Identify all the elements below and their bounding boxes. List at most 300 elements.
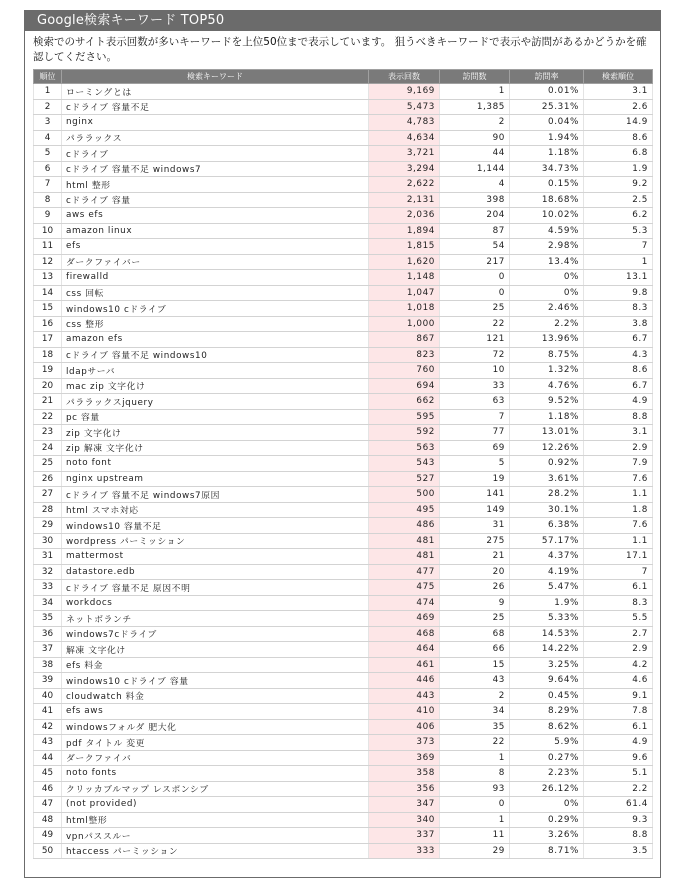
rank-cell: 12 — [34, 254, 62, 270]
table-row — [34, 688, 653, 704]
rank-cell: 27 — [34, 487, 62, 503]
visits-cell: 9 — [440, 595, 510, 611]
keyword-cell: pc 容量 — [62, 409, 369, 425]
visit-rate-cell: 8.75% — [510, 347, 584, 363]
table-row — [34, 301, 653, 317]
table-row — [34, 657, 653, 673]
rank-cell: 8 — [34, 192, 62, 208]
visits-cell: 10 — [440, 363, 510, 379]
search-position-cell: 2.6 — [584, 99, 653, 115]
table-row — [34, 812, 653, 828]
keyword-cell: firewalld — [62, 270, 369, 286]
impressions-cell: 543 — [369, 456, 440, 472]
impressions-cell: 464 — [369, 642, 440, 658]
table-row — [34, 564, 653, 580]
search-position-cell: 8.8 — [584, 828, 653, 844]
impressions-cell: 446 — [369, 673, 440, 689]
keyword-cell: ダークファイバー — [62, 254, 369, 270]
impressions-cell: 369 — [369, 750, 440, 766]
search-position-cell: 3.5 — [584, 843, 653, 859]
visits-cell: 63 — [440, 394, 510, 410]
visit-rate-cell: 25.31% — [510, 99, 584, 115]
keyword-cell: css 回転 — [62, 285, 369, 301]
table-row — [34, 781, 653, 797]
visit-rate-cell: 0.27% — [510, 750, 584, 766]
search-position-cell: 1.1 — [584, 533, 653, 549]
visit-rate-cell: 13.4% — [510, 254, 584, 270]
table-row — [34, 239, 653, 255]
impressions-cell: 4,634 — [369, 130, 440, 146]
rank-cell: 40 — [34, 688, 62, 704]
keyword-cell: zip 文字化け — [62, 425, 369, 441]
rank-cell: 34 — [34, 595, 62, 611]
visits-cell: 2 — [440, 688, 510, 704]
rank-cell: 39 — [34, 673, 62, 689]
search-position-cell: 2.9 — [584, 642, 653, 658]
search-position-cell: 1.8 — [584, 502, 653, 518]
visits-cell: 149 — [440, 502, 510, 518]
visits-cell: 22 — [440, 735, 510, 751]
keyword-cell: aws efs — [62, 208, 369, 224]
impressions-cell: 333 — [369, 843, 440, 859]
rank-cell: 30 — [34, 533, 62, 549]
rank-cell: 23 — [34, 425, 62, 441]
impressions-cell: 1,894 — [369, 223, 440, 239]
impressions-cell: 867 — [369, 332, 440, 348]
table-row — [34, 254, 653, 270]
visits-cell: 29 — [440, 843, 510, 859]
rank-cell: 13 — [34, 270, 62, 286]
visits-cell: 204 — [440, 208, 510, 224]
search-position-cell: 1 — [584, 254, 653, 270]
table-row — [34, 316, 653, 332]
search-position-cell: 3.1 — [584, 84, 653, 100]
keyword-panel — [24, 10, 661, 878]
impressions-cell: 563 — [369, 440, 440, 456]
impressions-cell: 760 — [369, 363, 440, 379]
visits-cell: 1 — [440, 84, 510, 100]
keyword-cell: efs 料金 — [62, 657, 369, 673]
table-header-row — [34, 70, 653, 84]
visit-rate-cell: 2.46% — [510, 301, 584, 317]
keyword-cell: nginx upstream — [62, 471, 369, 487]
visit-rate-cell: 34.73% — [510, 161, 584, 177]
rank-cell: 38 — [34, 657, 62, 673]
header-visit-rate[interactable]: 訪問率 — [510, 70, 584, 84]
visits-cell: 19 — [440, 471, 510, 487]
impressions-cell: 443 — [369, 688, 440, 704]
rank-cell: 19 — [34, 363, 62, 379]
visits-cell: 90 — [440, 130, 510, 146]
keyword-cell: windows10 容量不足 — [62, 518, 369, 534]
impressions-cell: 340 — [369, 812, 440, 828]
rank-cell: 44 — [34, 750, 62, 766]
keyword-cell: workdocs — [62, 595, 369, 611]
keyword-cell: cドライブ 容量不足 windows7 — [62, 161, 369, 177]
table-row — [34, 595, 653, 611]
keyword-cell: html 整形 — [62, 177, 369, 193]
visit-rate-cell: 0.04% — [510, 115, 584, 131]
keyword-cell: cloudwatch 料金 — [62, 688, 369, 704]
table-row — [34, 471, 653, 487]
impressions-cell: 347 — [369, 797, 440, 813]
keyword-cell: pdf タイトル 変更 — [62, 735, 369, 751]
visits-cell: 1 — [440, 812, 510, 828]
rank-cell: 31 — [34, 549, 62, 565]
impressions-cell: 410 — [369, 704, 440, 720]
visits-cell: 21 — [440, 549, 510, 565]
visits-cell: 398 — [440, 192, 510, 208]
rank-cell: 4 — [34, 130, 62, 146]
rank-cell: 16 — [34, 316, 62, 332]
visit-rate-cell: 14.22% — [510, 642, 584, 658]
rank-cell: 47 — [34, 797, 62, 813]
impressions-cell: 694 — [369, 378, 440, 394]
rank-cell: 29 — [34, 518, 62, 534]
panel-description: 検索でのサイト表示回数が多いキーワードを上位50位まで表示しています。 狙うべきキーワードで表示や訪問があるかどうかを確認してください。 — [33, 36, 647, 63]
visit-rate-cell: 0.15% — [510, 177, 584, 193]
visits-cell: 1,385 — [440, 99, 510, 115]
table-row — [34, 518, 653, 534]
visits-cell: 15 — [440, 657, 510, 673]
search-position-cell: 7 — [584, 564, 653, 580]
table-row — [34, 580, 653, 596]
rank-cell: 37 — [34, 642, 62, 658]
search-position-cell: 3.8 — [584, 316, 653, 332]
search-position-cell: 7.6 — [584, 471, 653, 487]
rank-cell: 25 — [34, 456, 62, 472]
search-position-cell: 8.3 — [584, 595, 653, 611]
search-position-cell: 6.1 — [584, 719, 653, 735]
visits-cell: 20 — [440, 564, 510, 580]
rank-cell: 28 — [34, 502, 62, 518]
visit-rate-cell: 13.01% — [510, 425, 584, 441]
visits-cell: 22 — [440, 316, 510, 332]
table-row — [34, 332, 653, 348]
visit-rate-cell: 3.25% — [510, 657, 584, 673]
keyword-cell: クリッカブルマップ レスポンシブ — [62, 781, 369, 797]
search-position-cell: 1.1 — [584, 487, 653, 503]
visit-rate-cell: 8.71% — [510, 843, 584, 859]
keyword-cell: cドライブ 容量不足 原因不明 — [62, 580, 369, 596]
keyword-cell: ダークファイバ — [62, 750, 369, 766]
table-row — [34, 208, 653, 224]
keyword-cell: windows10 cドライブ — [62, 301, 369, 317]
keyword-cell: mattermost — [62, 549, 369, 565]
impressions-cell: 592 — [369, 425, 440, 441]
impressions-cell: 1,018 — [369, 301, 440, 317]
visits-cell: 35 — [440, 719, 510, 735]
rank-cell: 32 — [34, 564, 62, 580]
impressions-cell: 527 — [369, 471, 440, 487]
table-row — [34, 549, 653, 565]
keyword-cell: cドライブ — [62, 146, 369, 162]
rank-cell: 46 — [34, 781, 62, 797]
impressions-cell: 356 — [369, 781, 440, 797]
impressions-cell: 486 — [369, 518, 440, 534]
rank-cell: 11 — [34, 239, 62, 255]
search-position-cell: 7.9 — [584, 456, 653, 472]
visit-rate-cell: 3.26% — [510, 828, 584, 844]
search-position-cell: 8.3 — [584, 301, 653, 317]
search-position-cell: 4.3 — [584, 347, 653, 363]
rank-cell: 18 — [34, 347, 62, 363]
impressions-cell: 1,148 — [369, 270, 440, 286]
panel-title: Google検索キーワード TOP50 — [25, 11, 660, 31]
visits-cell: 1,144 — [440, 161, 510, 177]
table-row — [34, 719, 653, 735]
visits-cell: 72 — [440, 347, 510, 363]
search-position-cell: 7.6 — [584, 518, 653, 534]
rank-cell: 17 — [34, 332, 62, 348]
visit-rate-cell: 1.18% — [510, 146, 584, 162]
visits-cell: 68 — [440, 626, 510, 642]
visits-cell: 44 — [440, 146, 510, 162]
table-row — [34, 704, 653, 720]
visits-cell: 275 — [440, 533, 510, 549]
keyword-cell: (not provided) — [62, 797, 369, 813]
visits-cell: 11 — [440, 828, 510, 844]
visit-rate-cell: 57.17% — [510, 533, 584, 549]
visit-rate-cell: 10.02% — [510, 208, 584, 224]
rank-cell: 14 — [34, 285, 62, 301]
keyword-cell: zip 解凍 文字化け — [62, 440, 369, 456]
table-row — [34, 84, 653, 100]
visit-rate-cell: 14.53% — [510, 626, 584, 642]
rank-cell: 24 — [34, 440, 62, 456]
rank-cell: 20 — [34, 378, 62, 394]
visit-rate-cell: 4.59% — [510, 223, 584, 239]
search-position-cell: 6.7 — [584, 378, 653, 394]
table-row — [34, 425, 653, 441]
rank-cell: 50 — [34, 843, 62, 859]
keyword-table — [33, 69, 653, 859]
table-row — [34, 161, 653, 177]
table-row — [34, 735, 653, 751]
visits-cell: 2 — [440, 115, 510, 131]
table-row — [34, 347, 653, 363]
impressions-cell: 4,783 — [369, 115, 440, 131]
visit-rate-cell: 9.64% — [510, 673, 584, 689]
table-row — [34, 533, 653, 549]
table-row — [34, 223, 653, 239]
visits-cell: 33 — [440, 378, 510, 394]
rank-cell: 7 — [34, 177, 62, 193]
impressions-cell: 2,036 — [369, 208, 440, 224]
visit-rate-cell: 2.2% — [510, 316, 584, 332]
visits-cell: 66 — [440, 642, 510, 658]
visit-rate-cell: 4.76% — [510, 378, 584, 394]
search-position-cell: 8.6 — [584, 363, 653, 379]
search-position-cell: 6.1 — [584, 580, 653, 596]
visits-cell: 31 — [440, 518, 510, 534]
visit-rate-cell: 0% — [510, 285, 584, 301]
search-position-cell: 9.8 — [584, 285, 653, 301]
impressions-cell: 474 — [369, 595, 440, 611]
header-search-position[interactable]: 検索順位 — [584, 70, 653, 84]
keyword-cell: ネットボランチ — [62, 611, 369, 627]
impressions-cell: 337 — [369, 828, 440, 844]
keyword-cell: ldapサーバ — [62, 363, 369, 379]
table-row — [34, 502, 653, 518]
visits-cell: 0 — [440, 270, 510, 286]
rank-cell: 35 — [34, 611, 62, 627]
rank-cell: 45 — [34, 766, 62, 782]
search-position-cell: 8.6 — [584, 130, 653, 146]
keyword-cell: wordpress パーミッション — [62, 533, 369, 549]
rank-cell: 26 — [34, 471, 62, 487]
visits-cell: 8 — [440, 766, 510, 782]
rank-cell: 33 — [34, 580, 62, 596]
visits-cell: 25 — [440, 301, 510, 317]
rank-cell: 41 — [34, 704, 62, 720]
impressions-cell: 500 — [369, 487, 440, 503]
table-row — [34, 363, 653, 379]
visit-rate-cell: 9.52% — [510, 394, 584, 410]
keyword-cell: windowsフォルダ 肥大化 — [62, 719, 369, 735]
visits-cell: 121 — [440, 332, 510, 348]
search-position-cell: 9.6 — [584, 750, 653, 766]
visits-cell: 93 — [440, 781, 510, 797]
search-position-cell: 4.9 — [584, 735, 653, 751]
keyword-cell: パララックス — [62, 130, 369, 146]
search-position-cell: 9.3 — [584, 812, 653, 828]
visits-cell: 0 — [440, 285, 510, 301]
header-visits[interactable]: 訪問数 — [440, 70, 510, 84]
impressions-cell: 2,131 — [369, 192, 440, 208]
search-position-cell: 4.9 — [584, 394, 653, 410]
keyword-cell: ローミングとは — [62, 84, 369, 100]
visit-rate-cell: 30.1% — [510, 502, 584, 518]
visit-rate-cell: 4.37% — [510, 549, 584, 565]
impressions-cell: 469 — [369, 611, 440, 627]
visit-rate-cell: 26.12% — [510, 781, 584, 797]
visits-cell: 4 — [440, 177, 510, 193]
rank-cell: 42 — [34, 719, 62, 735]
visit-rate-cell: 8.29% — [510, 704, 584, 720]
rank-cell: 48 — [34, 812, 62, 828]
visits-cell: 1 — [440, 750, 510, 766]
table-row — [34, 611, 653, 627]
impressions-cell: 461 — [369, 657, 440, 673]
table-row — [34, 409, 653, 425]
search-position-cell: 7.8 — [584, 704, 653, 720]
search-position-cell: 13.1 — [584, 270, 653, 286]
visit-rate-cell: 0.45% — [510, 688, 584, 704]
visit-rate-cell: 4.19% — [510, 564, 584, 580]
rank-cell: 3 — [34, 115, 62, 131]
search-position-cell: 7 — [584, 239, 653, 255]
visits-cell: 69 — [440, 440, 510, 456]
rank-cell: 9 — [34, 208, 62, 224]
keyword-cell: windows10 cドライブ 容量 — [62, 673, 369, 689]
visit-rate-cell: 18.68% — [510, 192, 584, 208]
table-row — [34, 130, 653, 146]
table-row — [34, 750, 653, 766]
header-keyword[interactable]: 検索キーワード — [62, 70, 369, 84]
impressions-cell: 2,622 — [369, 177, 440, 193]
visits-cell: 77 — [440, 425, 510, 441]
impressions-cell: 475 — [369, 580, 440, 596]
visits-cell: 217 — [440, 254, 510, 270]
visit-rate-cell: 8.62% — [510, 719, 584, 735]
search-position-cell: 1.9 — [584, 161, 653, 177]
visit-rate-cell: 0.92% — [510, 456, 584, 472]
table-row — [34, 456, 653, 472]
impressions-cell: 823 — [369, 347, 440, 363]
search-position-cell: 14.9 — [584, 115, 653, 131]
visits-cell: 7 — [440, 409, 510, 425]
table-row — [34, 270, 653, 286]
impressions-cell: 477 — [369, 564, 440, 580]
header-impressions[interactable]: 表示回数 — [369, 70, 440, 84]
table-row — [34, 192, 653, 208]
keyword-cell: vpnパススルー — [62, 828, 369, 844]
keyword-cell: cドライブ 容量不足 — [62, 99, 369, 115]
impressions-cell: 1,815 — [369, 239, 440, 255]
search-position-cell: 5.1 — [584, 766, 653, 782]
search-position-cell: 4.6 — [584, 673, 653, 689]
search-position-cell: 5.5 — [584, 611, 653, 627]
visit-rate-cell: 0.29% — [510, 812, 584, 828]
keyword-cell: amazon efs — [62, 332, 369, 348]
impressions-cell: 9,169 — [369, 84, 440, 100]
visits-cell: 34 — [440, 704, 510, 720]
visits-cell: 54 — [440, 239, 510, 255]
keyword-cell: cドライブ 容量 — [62, 192, 369, 208]
rank-cell: 21 — [34, 394, 62, 410]
search-position-cell: 4.2 — [584, 657, 653, 673]
keyword-cell: cドライブ 容量不足 windows7原因 — [62, 487, 369, 503]
visit-rate-cell: 6.38% — [510, 518, 584, 534]
rank-cell: 22 — [34, 409, 62, 425]
rank-cell: 36 — [34, 626, 62, 642]
table-row — [34, 177, 653, 193]
table-row — [34, 440, 653, 456]
visits-cell: 141 — [440, 487, 510, 503]
rank-cell: 15 — [34, 301, 62, 317]
search-position-cell: 3.1 — [584, 425, 653, 441]
search-position-cell: 9.2 — [584, 177, 653, 193]
visit-rate-cell: 1.9% — [510, 595, 584, 611]
visit-rate-cell: 1.94% — [510, 130, 584, 146]
header-rank[interactable]: 順位 — [34, 70, 62, 84]
keyword-cell: windows7cドライブ — [62, 626, 369, 642]
keyword-cell: mac zip 文字化け — [62, 378, 369, 394]
table-row — [34, 487, 653, 503]
keyword-cell: noto fonts — [62, 766, 369, 782]
visits-cell: 43 — [440, 673, 510, 689]
rank-cell: 2 — [34, 99, 62, 115]
table-body — [34, 84, 653, 859]
keyword-cell: 解凍 文字化け — [62, 642, 369, 658]
visits-cell: 87 — [440, 223, 510, 239]
table-row — [34, 378, 653, 394]
table-row — [34, 797, 653, 813]
search-position-cell: 6.2 — [584, 208, 653, 224]
keyword-cell: datastore.edb — [62, 564, 369, 580]
table-row — [34, 828, 653, 844]
search-position-cell: 2.7 — [584, 626, 653, 642]
keyword-cell: htaccess パーミッション — [62, 843, 369, 859]
impressions-cell: 468 — [369, 626, 440, 642]
visit-rate-cell: 2.23% — [510, 766, 584, 782]
table-row — [34, 394, 653, 410]
table-row — [34, 843, 653, 859]
search-position-cell: 2.2 — [584, 781, 653, 797]
visit-rate-cell: 0% — [510, 270, 584, 286]
impressions-cell: 481 — [369, 549, 440, 565]
